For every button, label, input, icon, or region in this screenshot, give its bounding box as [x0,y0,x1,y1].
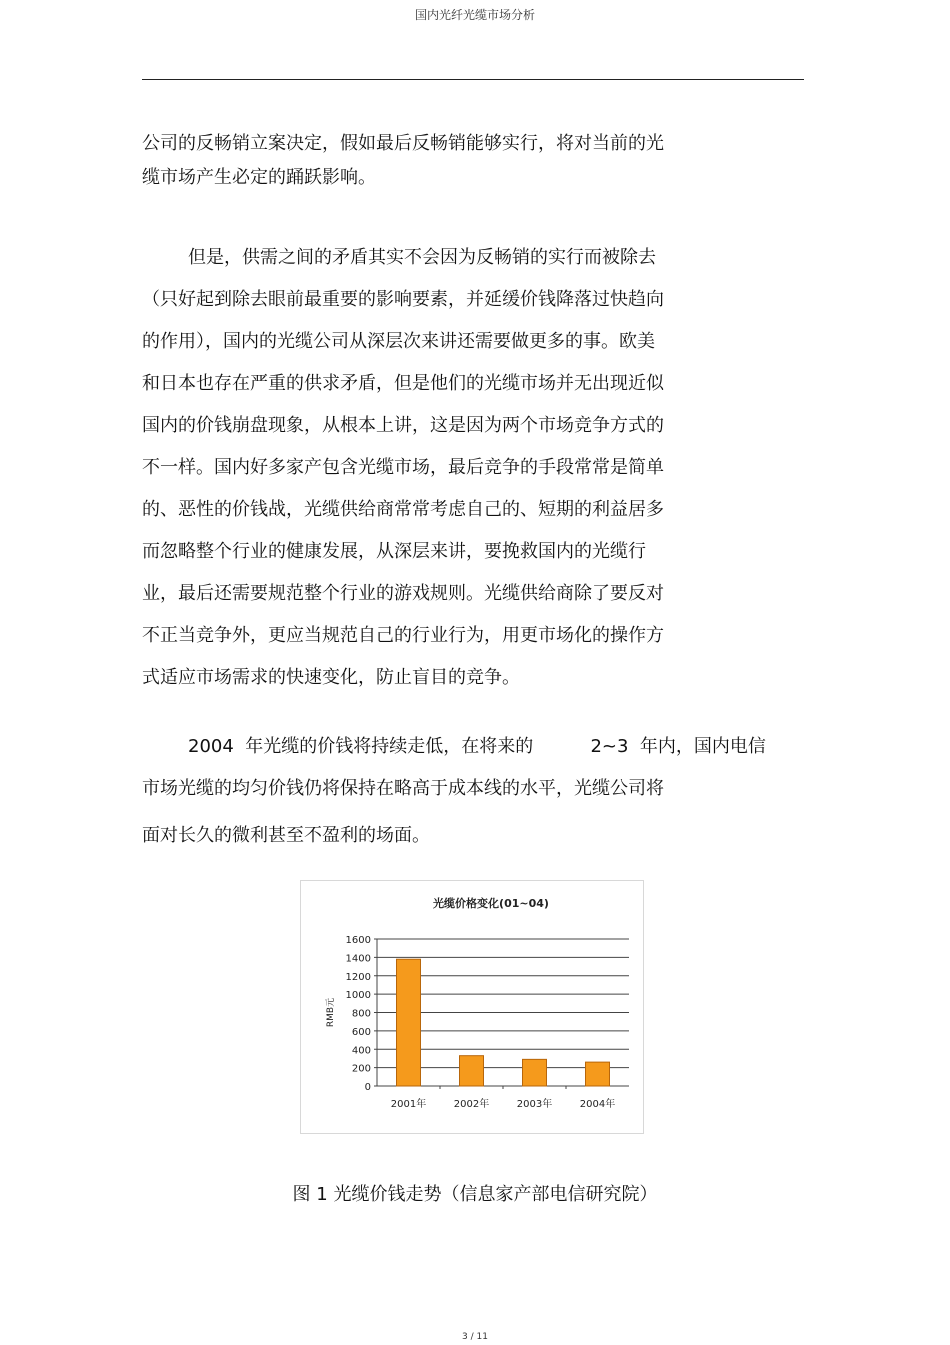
bar-2001年 [397,959,421,1086]
y-tick-label: 1400 [345,953,371,965]
paragraph-2-line-6: 不一样。国内好多家产包含光缆市场，最后竞争的手段常常是简单 [142,457,664,478]
y-tick-label: 800 [351,1008,371,1020]
paragraph-2-line-5: 国内的价钱崩盘现象，从根本上讲，这是因为两个市场竞争方式的 [142,415,664,436]
y-tick-label: 1000 [345,990,371,1002]
x-tick-label: 2002年 [453,1099,490,1110]
y-tick-label: 0 [364,1082,371,1093]
price-bar-chart [301,881,643,1133]
paragraph-2-line-2: （只好起到除去眼前最重要的影响要素，并延缓价钱降落过快趋向 [142,289,664,310]
chart-title: 光缆价格变化(01~04) [433,897,549,910]
paragraph-2-line-10: 不正当竞争外，更应当规范自己的行业行为，用更市场化的操作方 [142,625,664,646]
page-number: 3 / 11 [462,1332,488,1342]
y-tick-label: 200 [351,1063,371,1075]
y-axis-label: RMB元 [326,997,336,1028]
paragraph-1-line-2: 缆市场产生必定的踊跃影响。 [142,167,376,188]
bar-2003年 [523,1059,547,1086]
figure-caption: 图 1 光缆价钱走势（信息家产部电信研究院） [292,1184,658,1205]
paragraph-2-line-11: 式适应市场需求的快速变化，防止盲目的竞争。 [142,667,520,688]
y-tick-label: 600 [351,1026,371,1038]
y-tick-label: 1600 [345,935,371,946]
chart-figure [300,880,644,1134]
paragraph-2-line-1: 但是，供需之间的矛盾其实不会因为反畅销的实行而被除去 [188,247,656,268]
page-header: 国内光纤光缆市场分析 [414,8,535,22]
paragraph-2-line-7: 的、恶性的价钱战，光缆供给商常常考虑自己的、短期的利益居多 [142,499,664,520]
paragraph-2-line-8: 而忽略整个行业的健康发展，从深层来讲，要挽救国内的光缆行 [142,541,646,562]
y-tick-label: 1200 [345,971,371,983]
paragraph-1-line-1: 公司的反畅销立案决定，假如最后反畅销能够实行，将对当前的光 [142,133,664,154]
header-rule [142,79,804,80]
bar-2004年 [586,1062,610,1086]
paragraph-2-line-3: 的作用），国内的光缆公司从深层次来讲还需要做更多的事。欧美 [142,331,655,352]
paragraph-3-line-3: 面对长久的微利甚至不盈利的场面。 [142,825,430,846]
paragraph-2-line-4: 和日本也存在严重的供求矛盾，但是他们的光缆市场并无出现近似 [142,373,664,394]
y-tick-label: 400 [351,1045,371,1057]
paragraph-3-line-2: 市场光缆的均匀价钱仍将保持在略高于成本线的水平，光缆公司将 [142,778,664,799]
paragraph-3-line-1: 2004 年光缆的价钱将持续走低，在将来的 2~3 年内，国内电信 [188,736,766,757]
x-tick-label: 2004年 [579,1099,616,1110]
bar-2002年 [460,1056,484,1086]
x-tick-label: 2001年 [390,1099,427,1110]
paragraph-2-line-9: 业，最后还需要规范整个行业的游戏规则。光缆供给商除了要反对 [142,583,664,604]
x-tick-label: 2003年 [516,1099,553,1110]
